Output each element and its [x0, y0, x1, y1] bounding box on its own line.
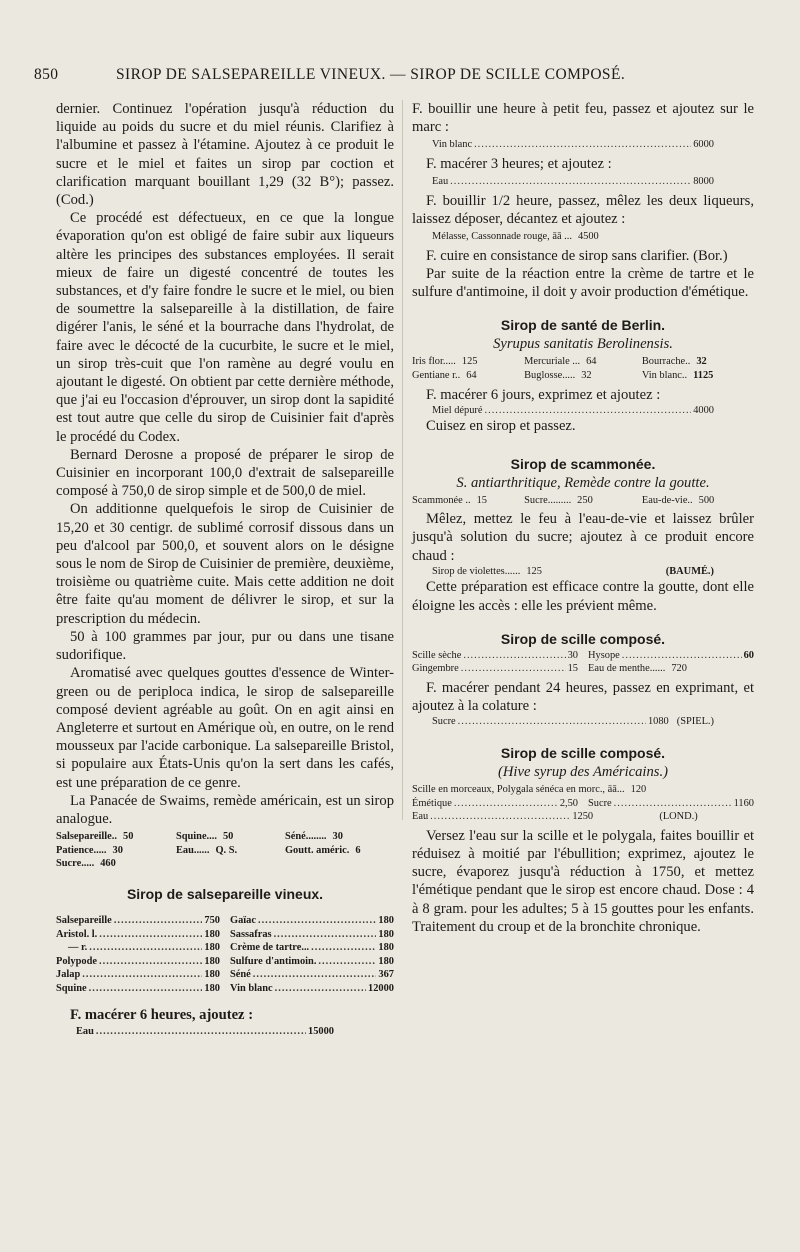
paragraph: F. macérer 6 jours, exprimez et ajoutez :	[426, 386, 661, 403]
recipe-row: Eau ..... 1250 ( LOND. )	[412, 810, 754, 824]
paragraph: Cuisez en sirop et passez.	[426, 418, 576, 435]
section-heading: Sirop de salsepareille vineux.	[126, 885, 324, 902]
recipe-row: Aristol. l. ..... 180 Sassafras ..... 180	[56, 928, 394, 942]
recipe-row: Polypode ..... 180 Sulfure d'antimoin. ..... 180	[56, 955, 394, 969]
recipe-row: Sirop de violettes...... 125 ( BAUMÉ. )	[412, 565, 754, 579]
recipe-table-berlin	[412, 355, 754, 382]
recipe-row: Miel dépuré ..... 4000	[412, 404, 754, 418]
recipe-row: Salsepareille.. 50 Squine.... 50 Séné........ 30	[56, 831, 343, 843]
paragraph: F. cuire en consistance de sirop sans clarifier. (Bor.)	[426, 247, 728, 264]
recipe-row: Sucre ..... 1080 ( SPIEL. )	[412, 715, 754, 729]
paragraph: La Panacée de Swaims, remède américain, est un sirop analogue.	[56, 792, 394, 827]
paragraph: Mêlez, mettez le feu à l'eau-de-vie et laissez brûler jusqu'à solution du sucre; ajoutez à ce produit encore chaud :	[412, 511, 754, 564]
recipe-row: — r. ..... 180 Crème de tartre... ..... 180	[56, 941, 394, 955]
recipe-row: Squine ..... 180 Vin blanc ..... 12000	[56, 982, 394, 996]
paragraph: F. macérer pendant 24 heures, passez en exprimant, et ajoutez à la colature :	[412, 679, 754, 715]
recipe-table-scille	[412, 649, 754, 676]
recipe-table-scammonee	[412, 494, 754, 508]
recipe-row: Scille en morceaux, Polygala sénéca en morc., āā... 120	[412, 783, 647, 795]
recipe-row: Émétique ..... 2,50 Sucre ..... 1160	[412, 797, 754, 811]
recipe-row: Gingembre ..... 15 Eau de menthe...... 720	[412, 662, 754, 676]
recipe-table-vineux	[56, 914, 394, 996]
recipe-row: Jalap ..... 180 Séné ..... 367	[56, 968, 394, 982]
paragraph: F. macérer 6 heures, ajoutez :	[70, 1007, 254, 1024]
recipe-table-panacee	[56, 830, 394, 871]
source-citation: ( BAUMÉ. )	[666, 565, 714, 579]
section-heading: Sirop de scille composé.	[500, 744, 666, 761]
running-head	[34, 66, 774, 88]
page-running-title: SIROP DE SALSEPAREILLE VINEUX. — SIROP DE SCILLE COMPOSÉ.	[116, 66, 626, 83]
section-subtitle: Syrupus sanitatis Berolinensis.	[493, 336, 673, 353]
section-heading: Sirop de scille composé.	[500, 630, 666, 647]
section-heading: Sirop de santé de Berlin.	[500, 317, 666, 334]
page-number: 850	[34, 66, 59, 83]
paragraph: Ce procédé est défectueux, en ce que la longue évaporation qu'on est obligé de faire subir aux liqueurs altère les principes des substances employées. Il serait mieux de faire un digesté concentré de toutes les substances, et d'y faire fondre le sucre et le miel, ou bien de soumettre la salsepareille à la distillation, de faire digérer l'anis, le séné et la bourrache dans l'hydrolat, de faire avec le décocté de la cucurbite, le sucre et le miel, un sirop très-cuit que l'on ramène au degré voulu en ajoutant le digesté. On obtient par cette dernière méthode, que j'ai eu l'occasion d'éprouver, un sirop dont la sapidité est tout autre que celle du sirop de Cuisinier fait d'après le procédé du Codex.	[56, 210, 394, 445]
paragraph: Cette préparation est efficace contre la goutte, dont elle éloigne les accès : elle les prévient même.	[412, 579, 754, 614]
recipe-row: Vin blanc ..... 6000	[412, 138, 754, 152]
paragraph: Aromatisé avec quelques gouttes d'essence de Winter-green ou de periploca indica, le sirop de salsepareille composé devient agréable au goût. On en agit ainsi en Angleterre et surtout en Amérique où, en outre, on le rend mousseux par l'acide carbonique. La salsepareille Bristol, si populaire aux États-Unis qu'on la sert dans les cafés, est une préparation de ce genre.	[56, 665, 394, 791]
recipe-row: Patience..... 30 Eau...... Q. S. Goutt. améric. 6	[56, 844, 361, 856]
paragraph: Bernard Derosne a proposé de préparer le sirop de Cuisinier en incorporant 100,0 d'extrait de salsepareille composé à 750,0 de sirop simple et de 500,0 de miel.	[56, 446, 394, 500]
paragraph: dernier. Continuez l'opération jusqu'à réduction du liquide au poids du sucre et du miel réunis. Clarifiez à l'albumine et passez à l'étamine. Ajoutez à ce produit le sucre et le miel et faites un sirop par coction et clarification marquant bouillant 1,29 (32 B°); passez. (Cod.)	[56, 101, 394, 209]
recipe-row: Salsepareille ..... 750 Gaïac ..... 180	[56, 914, 394, 928]
recipe-row: Eau ..... 15000	[56, 1025, 394, 1039]
paragraph: 50 à 100 grammes par jour, pur ou dans une tisane sudorifique.	[56, 628, 394, 664]
recipe-row: Eau ..... 8000	[412, 175, 754, 189]
recipe-row: Scammonée .. 15 Sucre......... 250 Eau-de-vie.. 500	[412, 494, 715, 506]
section-subtitle: (Hive syrup des Américains.)	[498, 763, 668, 780]
column-divider	[402, 100, 403, 820]
paragraph: F. bouillir une heure à petit feu, passez et ajoutez sur le marc :	[412, 101, 754, 136]
paragraph: Versez l'eau sur la scille et le polygala, faites bouillir et réduisez à moitié par l'ébullition; exprimez, ajoutez le sucre, évaporez jusqu'à réduction à 1750, et mettez l'émétique pendant que le sirop est encore chaud. Dose : 4 à 8 gram. pour les adultes; 5 à 15 gouttes pour les enfants. Traitement du croup et de la bronchite chronique.	[412, 827, 754, 935]
paragraph: F. bouillir 1/2 heure, passez, mêlez les deux liqueurs, laissez déposer, décantez et ajoutez :	[412, 192, 754, 227]
recipe-row: Scille sèche ..... 30 Hysope ..... 60	[412, 649, 754, 663]
section-heading: Sirop de scammonée.	[510, 455, 656, 472]
recipe-row: Sucre..... 460	[56, 858, 116, 870]
recipe-table-hive-syrup	[412, 783, 754, 824]
source-citation: ( SPIEL. )	[677, 715, 714, 729]
section-subtitle: S. antiarthritique, Remède contre la goutte.	[456, 474, 710, 491]
paragraph: F. macérer 3 heures; et ajoutez :	[426, 156, 612, 172]
right-column	[412, 100, 754, 936]
paragraph: On additionne quelquefois le sirop de Cuisinier de 15,20 et 30 centigr. de sublimé corrosif dissous dans un peu d'alcool par 500,0, et souvent alors on le désigne sous le nom de Sirop de Cuisinier de première, deuxième, troisième ou quatrième cuite. Mais cette addition ne doit être faite qu'au moment de délivrer le sirop, et sur la prescription du médecin.	[56, 501, 394, 627]
recipe-row: Iris flor..... 125 Mercuriale ... 64 Bourrache.. 32	[412, 356, 707, 368]
left-column	[56, 100, 394, 1038]
recipe-row: Mélasse, Cassonnade rouge, āā ... 4500	[432, 231, 599, 243]
paragraph: Par suite de la réaction entre la crème de tartre et le sulfure d'antimoine, il doit y avoir production d'émétique.	[412, 266, 754, 301]
recipe-row: Gentiane r.. 64 Buglosse..... 32 Vin blanc.. 1125	[412, 370, 714, 381]
source-citation: ( LOND. )	[659, 810, 697, 824]
